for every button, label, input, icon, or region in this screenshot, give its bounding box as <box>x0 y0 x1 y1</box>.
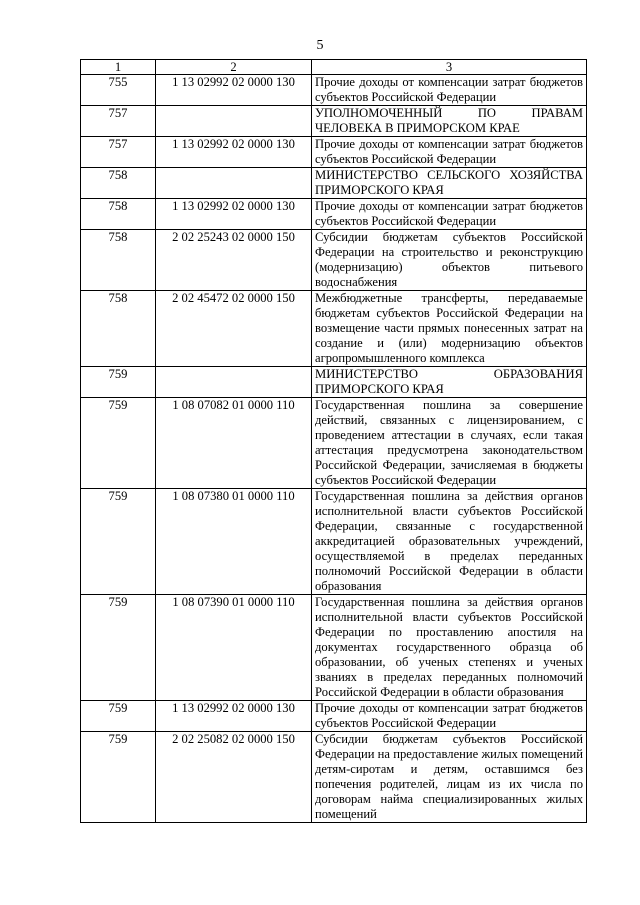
admin-code-cell: 758 <box>81 199 156 230</box>
header-col-2: 2 <box>156 60 312 75</box>
kbk-code-cell: 1 08 07380 01 0000 110 <box>156 489 312 595</box>
admin-code-cell: 759 <box>81 595 156 701</box>
table-row <box>81 489 587 595</box>
kbk-code-cell: 1 13 02992 02 0000 130 <box>156 701 312 732</box>
admin-code-cell: 757 <box>81 106 156 137</box>
table-row <box>81 732 587 823</box>
table-row <box>81 137 587 168</box>
admin-code-cell: 759 <box>81 732 156 823</box>
admin-code-cell: 759 <box>81 367 156 398</box>
kbk-code-cell: 1 13 02992 02 0000 130 <box>156 137 312 168</box>
kbk-code-cell: 2 02 25082 02 0000 150 <box>156 732 312 823</box>
table-row <box>81 595 587 701</box>
page-number: 5 <box>316 38 324 53</box>
administrator-name-cell: МИНИСТЕРСТВО СЕЛЬСКОГО ХОЗЯЙСТВА ПРИМОРСКОГО КРАЯ <box>312 168 587 199</box>
income-name-cell: Субсидии бюджетам субъектов Российской Федерации на предоставление жилых помещений детям-сиротам и детям, оставшимся без попечения родителей, лицам из их числа по договорам найма специализированных жилых помещений <box>312 732 587 823</box>
table-header-row <box>81 60 587 75</box>
admin-code-cell: 758 <box>81 168 156 199</box>
kbk-code-cell: 1 13 02992 02 0000 130 <box>156 75 312 106</box>
table-row <box>81 291 587 367</box>
table-row <box>81 75 587 106</box>
admin-code-cell: 759 <box>81 701 156 732</box>
kbk-code-cell: 1 08 07082 01 0000 110 <box>156 398 312 489</box>
kbk-code-cell: 2 02 45472 02 0000 150 <box>156 291 312 367</box>
table-row <box>81 230 587 291</box>
income-codes-table <box>80 59 587 823</box>
table-row <box>81 398 587 489</box>
kbk-code-cell: 1 13 02992 02 0000 130 <box>156 199 312 230</box>
income-name-cell: Прочие доходы от компенсации затрат бюджетов субъектов Российской Федерации <box>312 75 587 106</box>
admin-code-cell: 758 <box>81 230 156 291</box>
kbk-code-cell <box>156 168 312 199</box>
income-name-cell: Субсидии бюджетам субъектов Российской Федерации на строительство и реконструкцию (модернизацию) объектов питьевого водоснабжения <box>312 230 587 291</box>
admin-code-cell: 755 <box>81 75 156 106</box>
kbk-code-cell: 1 08 07390 01 0000 110 <box>156 595 312 701</box>
income-name-cell: Государственная пошлина за действия органов исполнительной власти субъектов Российской Федерации, связанные с государственной аккредитацией образовательных учреждений, осуществляемой в пределах переданных полномочий Российской Федерации в области образования <box>312 489 587 595</box>
admin-code-cell: 759 <box>81 398 156 489</box>
kbk-code-cell <box>156 106 312 137</box>
table-row <box>81 199 587 230</box>
table-row <box>81 367 587 398</box>
table-row <box>81 106 587 137</box>
income-name-cell: Прочие доходы от компенсации затрат бюджетов субъектов Российской Федерации <box>312 701 587 732</box>
income-name-cell: Государственная пошлина за действия органов исполнительной власти субъектов Российской Федерации по проставлению апостиля на документах государственного образца об образовании, об ученых степенях и ученых званиях в пределах переданных полномочий Российской Федерации в области образования <box>312 595 587 701</box>
income-name-cell: Прочие доходы от компенсации затрат бюджетов субъектов Российской Федерации <box>312 199 587 230</box>
header-col-1: 1 <box>81 60 156 75</box>
table-row <box>81 701 587 732</box>
income-name-cell: Государственная пошлина за совершение действий, связанных с лицензированием, с проведением аттестации в случаях, если такая аттестация предусмотрена законодательством Российской Федерации, зачисляемая в бюджеты субъектов Российской Федерации <box>312 398 587 489</box>
income-name-cell: Межбюджетные трансферты, передаваемые бюджетам субъектов Российской Федерации на возмещение части прямых понесенных затрат на создание и (или) модернизацию объектов агропромышленного комплекса <box>312 291 587 367</box>
kbk-code-cell <box>156 367 312 398</box>
admin-code-cell: 757 <box>81 137 156 168</box>
administrator-name-cell: УПОЛНОМОЧЕННЫЙ ПО ПРАВАМ ЧЕЛОВЕКА В ПРИМОРСКОМ КРАЕ <box>312 106 587 137</box>
kbk-code-cell: 2 02 25243 02 0000 150 <box>156 230 312 291</box>
admin-code-cell: 759 <box>81 489 156 595</box>
header-col-3: 3 <box>312 60 587 75</box>
table-row <box>81 168 587 199</box>
admin-code-cell: 758 <box>81 291 156 367</box>
administrator-name-cell: МИНИСТЕРСТВО ОБРАЗОВАНИЯ ПРИМОРСКОГО КРАЯ <box>312 367 587 398</box>
income-name-cell: Прочие доходы от компенсации затрат бюджетов субъектов Российской Федерации <box>312 137 587 168</box>
